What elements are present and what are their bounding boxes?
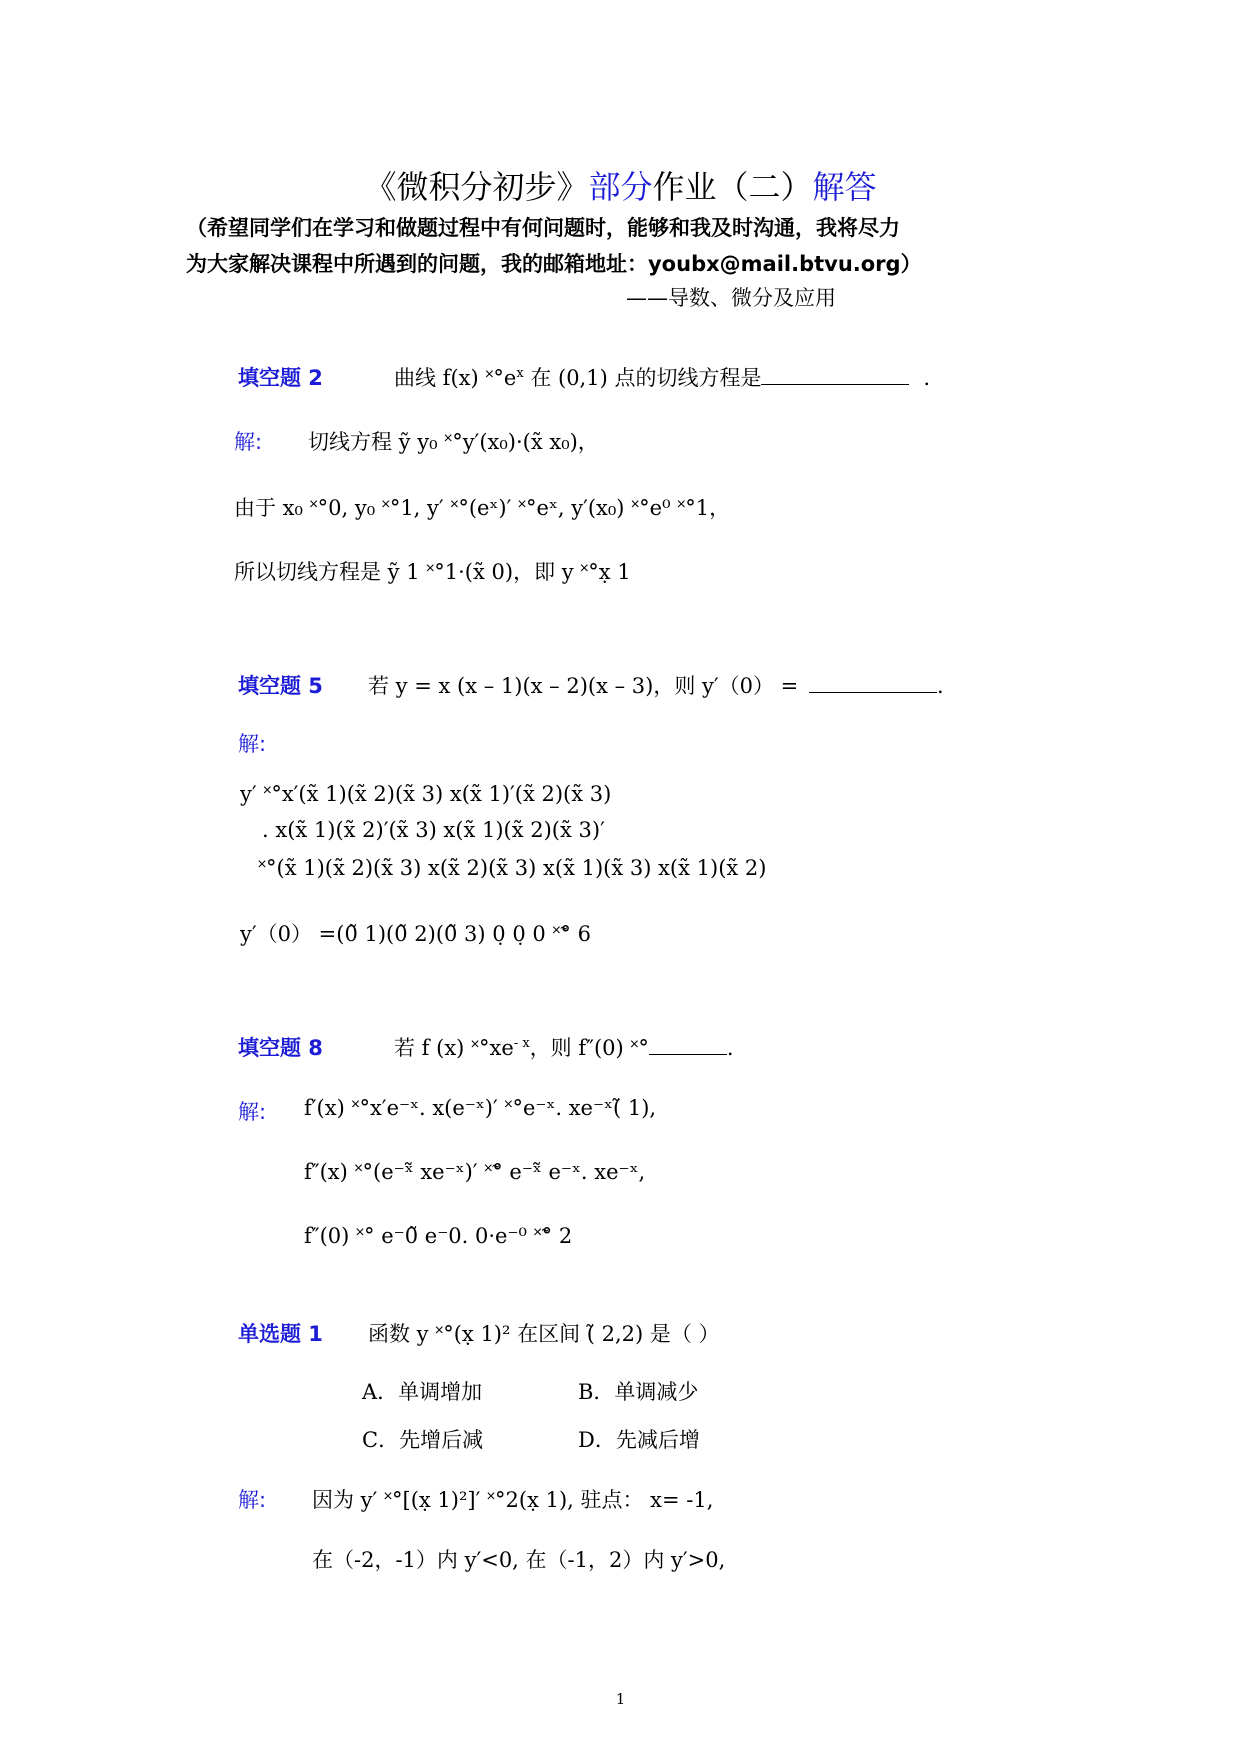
solution-line: y′（0） =(0̃ 1)(0̃ 2)(0̃ 3) 0̣ 0̣ 0 ˟̃° 6 [240,922,591,946]
solution-line: 所以切线方程是 ỹ 1 ˟°1·(x̃ 0)，即 y ˟°x̣ 1 [234,560,631,584]
topic-line: ——导数、微分及应用 [626,286,836,310]
title-part-2: 部分 [588,168,653,206]
solution-line: ˟°(x̃ 1)(x̃ 2)(x̃ 3) x(x̃ 2)(x̃ 3) x(x̃ 1)(x̃ 3) x(x̃ 1)(x̃ 2) [258,856,767,880]
solution-line: f″(x) ˟°(e⁻ˣ̃ xe⁻ˣ)′ ˟̃° e⁻ˣ̃ e⁻ˣ. xe⁻ˣ, [304,1160,646,1184]
title-part-3: 作业（二） [652,168,813,206]
solution-label: 解: [238,1488,267,1512]
solution-line: 因为 y′ ˟°[(x̣ 1)²]′ ˟°2(x̣ 1), 驻点： x= -1, [312,1488,714,1512]
solution-line: f′(x) ˟°x′e⁻ˣ. x(e⁻ˣ)′ ˟°e⁻ˣ. xe⁻ˣ(̃ 1), [304,1096,657,1120]
solution-line: y′ ˟°x′(x̃ 1)(x̃ 2)(x̃ 3) x(x̃ 1)′(x̃ 2)(x̃ 3) [240,782,612,806]
subtitle-line-1: （希望同学们在学习和做题过程中有何问题时，能够和我及时沟通，我将尽力 [186,216,900,240]
title-part-4: 解答 [812,168,877,206]
solution-label: 解: [238,1100,267,1124]
problem-question: 若 y = x (x – 1)(x – 2)(x – 3)，则 y′（0） = . [368,674,944,698]
page-title [0,162,1241,208]
subtitle-line-2: 为大家解决课程中所遇到的问题，我的邮箱地址：youbx@mail.btvu.org） [186,252,922,276]
solution-label: 解: [234,430,263,454]
problem-label: 填空题 8 [238,1036,323,1060]
option-c: C．先增后减 [362,1428,484,1452]
option-b: B．单调减少 [578,1380,699,1404]
page-number: 1 [615,1690,626,1708]
solution-label: 解: [238,732,267,756]
problem-question: 曲线 f(x) $˟^\circ e^x$ 在 (0,1) 点的切线方程是 ． [394,366,945,390]
option-d: D．先减后增 [578,1428,700,1452]
answer-blank [761,383,909,385]
answer-blank [649,1053,727,1055]
solution-line: 在（-2，-1）内 y′<0, 在（-1，2）内 y′>0, [312,1548,726,1572]
solution-line: 由于 x₀ ˟°0, y₀ ˟°1, y′ ˟°(eˣ)′ ˟°eˣ, y′(x₀) ˟°e⁰ ˟°1， [234,496,731,520]
solution-line: 切线方程 ỹ y₀ ˟°y′(x₀)·(x̃ x₀)， [308,430,599,454]
solution-line: f″(0) ˟° e⁻0̃ e⁻0. 0·e⁻⁰ ˟̃° 2 [304,1224,573,1248]
problem-label: 填空题 5 [238,674,323,698]
problem-question: 若 f (x) $˟^\circ xe^{- x}$，则 f″(0) ˟° . [394,1036,734,1060]
problem-question: 函数 y ˟°(x̣ 1)² 在区间 (̃ 2,2) 是（ ） [368,1322,720,1346]
title-part-1: 《微积分初步》 [364,168,589,206]
problem-label: 单选题 1 [238,1322,323,1346]
option-a: A．单调增加 [362,1380,483,1404]
problem-label: 填空题 2 [238,366,323,390]
answer-blank [809,691,937,693]
solution-line: . x(x̃ 1)(x̃ 2)′(x̃ 3) x(x̃ 1)(x̃ 2)(x̃ 3)′ [262,818,605,842]
